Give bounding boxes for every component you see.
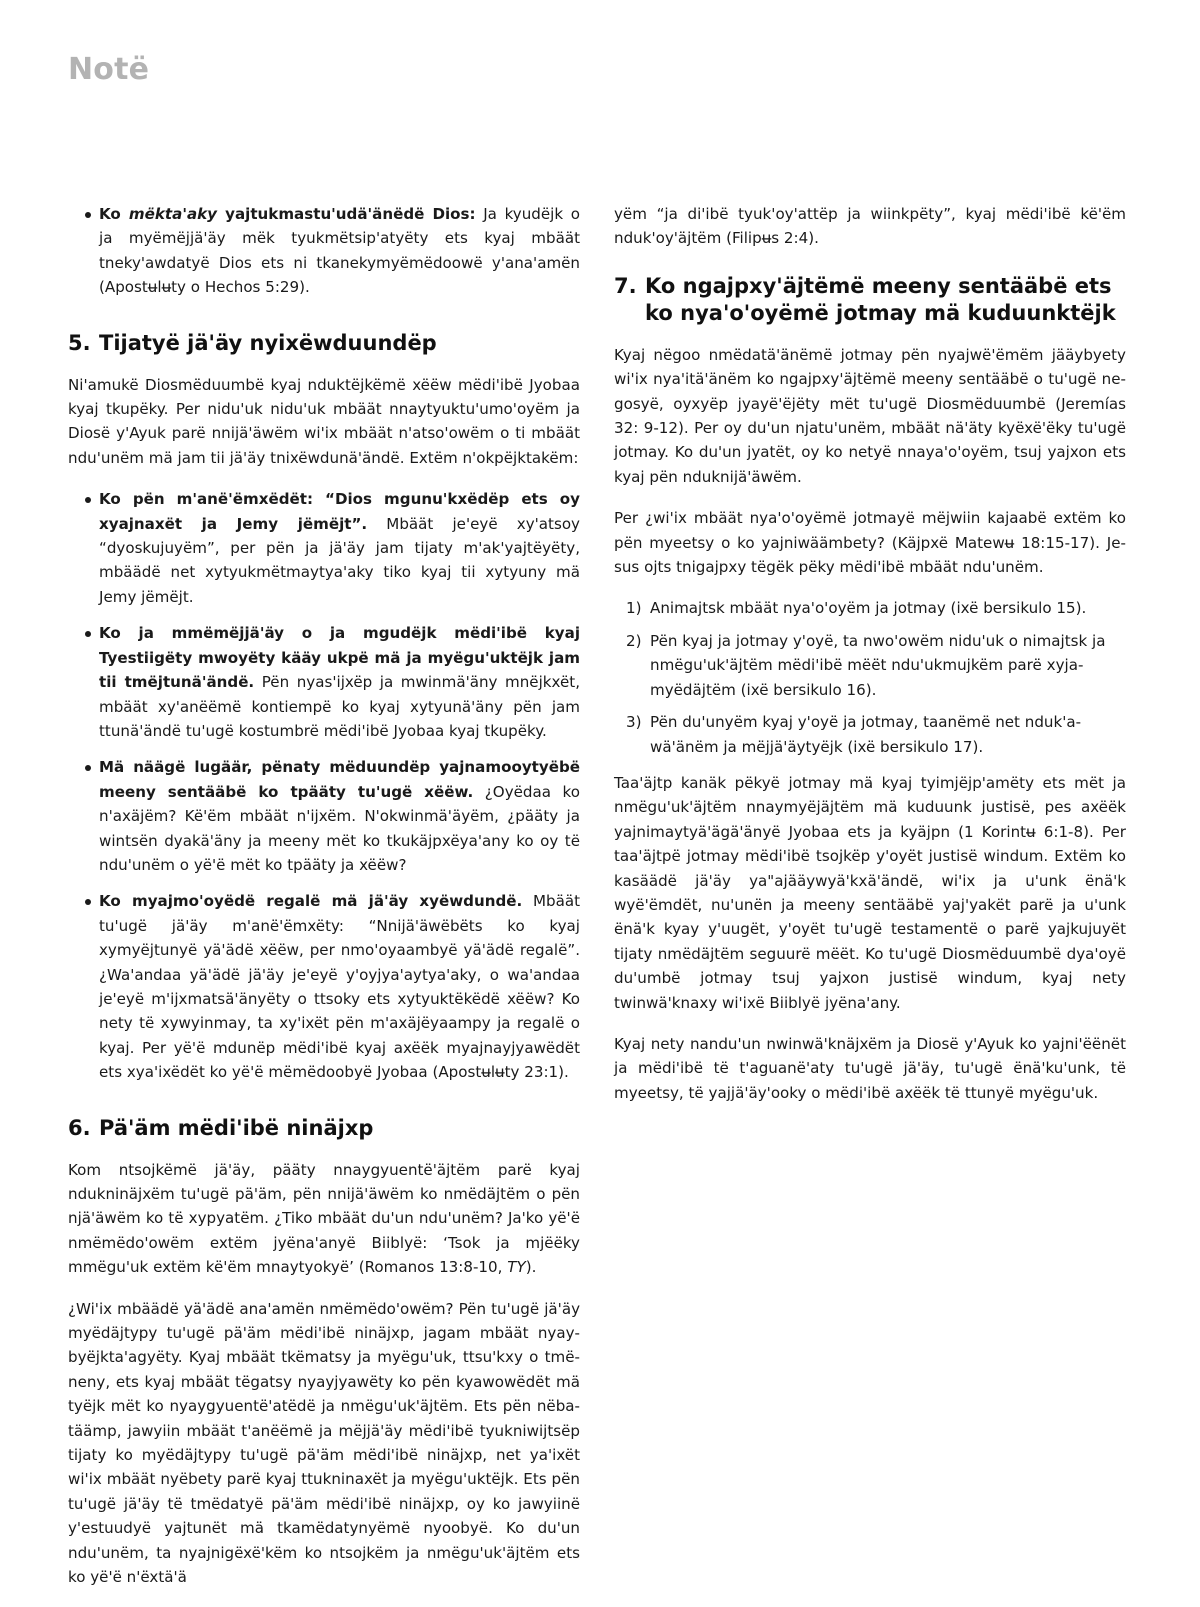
section-5-intro: Ni'amukë Diosmëduumbë kyaj nduktëjkëmë xëëw mëdi'ibë Jyobaa kyaj tkupëky. Per nidu'uk nidu'uk mbäät nnaytyuktu'umo'oyëm ja Diosë y'Ayuk parë nnijä'äwëm wi'ix mbäät n'atso'owëm o ti mbäät ndu'unëm mä jam tii jä'äy tnixëwdunä'ändë. Extëm n'okpëjktakëm: (68, 375, 580, 467)
list-item (614, 629, 1126, 702)
section-6-paragraph-2: ¿Wi'ix mbäädë yä'ädë ana'amën nmëmëdo'owëm? Pën tu'ugë jä'äy myëdäjtypy tu'ugë pä'äm mëdi'ibë ninäjxp, jagam mbäät nyaybyëjkta'agyëty. Kyaj mbäät tkëmatsy ja myëgu'uk, ttsu'kxy o tmëneny, ets kyaj mbäät tëgatsy nyayjyawëty ko pën kyawowëdët mä tyëjk mët ko nyaygyuentë'atëdë ja nmëgu'uk'äjtëm. Ets pën nëbatäämp, jawyiin mbäät t'anëëmë ja mëjjä'äy mëdi'ibë tyukniwijtsëp tijaty ko myëdäjtypy tu'ugë pä'äm mëdi'ibë ninäjxp, net ya'ixët wi'ix mbäät nyëbety parë kyaj ttukninaxët ja myëgu'uktëjk. Ets pën tu'ugë jä'äy të tmëdatyë pä'äm mëdi'ibë ninäjxp, oy ko jawyiinë y'estuudyë yajtunët mä tkamëdatynyëmë nyoobyë. Ko du'un ndu'unëm, ta nyajnigëxë'këm ko ntsojkëm ja nmëgu'uk'äjtëm ets ko yë'ë n'ëxtä'ä (68, 1299, 580, 1587)
bullet-body-text: ¿Oyëdaa ko n'axäjëm? Kë'ëm mbäät n'ijxëm. N'okwinmä'äyëm, ¿pääty ja wintsën dyakä'äny ja meeny mët ko tkukäjpxëya'any ko oy të ndu'unëm o yë'ë mët ko tpääty ja xëëw? (99, 782, 580, 874)
section-number: 5. (68, 330, 91, 355)
section-6-paragraph-1 (68, 1158, 580, 1280)
list-item (68, 487, 580, 609)
section-title: Tijatyë jä'äy nyixëwduundëp (99, 330, 437, 355)
left-column (68, 202, 580, 1607)
section-title: Pä'äm mëdi'ibë ninäjxp (99, 1115, 374, 1140)
step-number: 1) (626, 599, 642, 618)
step-text: Animajtsk mbäät nya'o'oyëm ja jotmay (ixë bersikulo 15). (650, 599, 1087, 618)
list-item (614, 710, 1126, 759)
bullet-body-text: Mbäät je'eyë xy'atsoy “dyoskujuyëm”, per pën ja jä'äy jam tijaty m'ak'yajtëyëty, mbäädë net xytyukmëtmaytya'aky tiko kyaj tii xytyuny mä Jemy jëmëjt. (99, 514, 580, 606)
step-number: 2) (626, 631, 642, 650)
section-title: Ko ngajpxy'äjtëmë meeny sentääbë ets ko nya'o'oyëmë jotmay mä kuduunktëjk (645, 273, 1116, 325)
bible-version-abbrev: TY (507, 1258, 526, 1277)
bullet-bold-text: Mä näägë lugäär, pënaty mëduundëp yajnamooytyëbë meeny sentääbë ko tpääty tu'ugë xëëw. (99, 758, 580, 801)
list-item (68, 621, 580, 743)
bullet-body-text: Pën nyas'ijxëp ja mwinmä'äny mnëjkxët, mbäät xy'anëëmë kontiempë ko kyaj xytyunä'äny pën jam ttunä'ändë tu'ugë kostumbrë mëdi'ibë Jyobaa kyaj tkupëky. (99, 673, 581, 740)
step-text: Pën kyaj ja jotmay y'oyë, ta nwo'owëm nidu'uk o nimajtsk ja nmëgu'uk'äjtëm mëdi'ibë mëët ndu'ukmujkëm parë xyjamyëdäjtëm (ixë bersikulo 16). (650, 631, 1106, 699)
section-number: 7. (614, 273, 637, 298)
list-item (614, 596, 1126, 620)
section-7-paragraph-2: Per ¿wi'ix mbäät nya'o'oyëmë jotmayë mëjwiin kajaabë extëm ko pën myeetsy o ko yajniwäämbety? (Käjpxë Matewʉ 18:15-17). Jesus ojts tnigajpxy tëgëk pëky mëdi'ibë mbäät ndu'unëm. (614, 509, 1126, 577)
section-5-heading (68, 330, 580, 357)
section-7-steps (614, 596, 1126, 758)
list-item (68, 202, 580, 300)
list-item (68, 755, 580, 877)
bullet-body-text: Mbäät tu'ugë jä'äy m'anë'ëmxëty: “Nnijä'äwëbëts ko kyaj xymyëjtunyë yä'ädë xëëw, per nmo'oyaambyë yä'ädë regalë”. ¿Wa'andaa yä'ädë jä'äy je'eyë y'oyjya'aytya'aky, o wa'andaa je'eyë m'ijxmatsä'änyëty o ttsoky ets xytyuktëkëdë xëëw? Ko nety të xywyinmay, ta xy'ixët pën m'axäjëyaampy ja regalë o kyaj. Per yë'ë mdunëp mëdi'ibë kyaj axëëk myajnayjyawëdët ets xya'ixëdët ko yë'ë mëmëdoobyë Jyobaa (Apostʉlʉty 23:1). (99, 892, 580, 1082)
paragraph-text: ). (525, 1258, 537, 1277)
bullet-bold-text: Ko (99, 205, 129, 223)
list-item (68, 889, 580, 1084)
section-7-heading (614, 273, 1126, 327)
section-5-bullets (68, 487, 580, 1084)
bullet-bold-text: Ko pën m'anë'ëmxëdët: “Dios mgunu'kxëdëp ets oy xyajnaxët ja Jemy jëmëjt”. (99, 490, 580, 533)
bullet-body-text: Ja kyudëjk o ja myëmëjjä'äy mëk tyukmëtsip'atyëty ets kyaj mbäät tneky'awdatyë Dios ets ni tkanekymyëmëdoowë y'ana'amën (Apostʉlʉty o Hechos 5:29). (99, 205, 580, 297)
section-6-heading (68, 1115, 580, 1142)
bullet-bold-italic-text: mëkta'aky (128, 205, 218, 223)
section-number: 6. (68, 1115, 91, 1140)
bullet-bold-text: Ko ja mmëmëjjä'äy o ja mgudëjk mëdi'ibë kyaj Tyestiigëty mwoyëty kääy ukpë mä ja myëgu'uktëjk jam tii tmëjtunä'ändë. (99, 624, 580, 692)
right-column (614, 202, 1126, 1122)
bullet-bold-text: yajtukmastu'udä'änëdë Dios: (217, 205, 476, 223)
step-text: Pën du'unyëm kyaj y'oyë ja jotmay, taanëmë net nduk'awä'änëm ja mëjjä'äytyëjk (ixë bersikulo 17). (650, 713, 1082, 756)
section-7-paragraph-3: Taa'äjtp kanäk pëkyë jotmay mä kyaj tyimjëjp'amëty ets mët ja nmëgu'uk'äjtëm nnaymyëjäjtëm mä kuduunk justisë, pes axëëk yajnimaytyä'ägä'änyë Jyobaa ets ja kyäjpn (1 Korintʉ 6:1-8). Per taa'äjtpë jotmay mëdi'ibë tsojkëp y'oyët justisë windum. Extëm ko kasäädë jä'äy ya"ajääywyä'kxä'ändë, wi'ix ja u'unk ënä'k wyë'ëmdët, nu'unën ja meeny sentääbë yaj'yakët parë ja u'unk ënä'k kyay y'uugët, y'oyët tu'ugë testamentë o parë yajkujuyët tijaty nmëdäjtëm seguurë mëët. Ko tu'ugë Diosmëduumbë dya'oyë du'umbë jotmay tsuj yajxon justisë windum, kyaj nety twinwä'knaxy wi'ixë Biiblyë jyëna'any. (614, 773, 1126, 1012)
bullet-bold-text: Ko myajmo'oyëdë regalë mä jä'äy xyëwdundë. (99, 892, 523, 911)
section-7-paragraph-1: Kyaj nëgoo nmëdatä'änëmë jotmay pën nyajwë'ëmëm jääybyety wi'ix nya'itä'änëm ko ngajpxy'äjtëmë meeny sentääbë o tu'ugë negosyë, oyxyëp jyayë'ëjëty mët tu'ugë Diosmëduumbë (Jeremías 32: 9-12). Per oy du'un njatu'unëm, mbäät nä'äty kyëxë'ëky tu'ugë jotmay. Ko du'un jyatët, oy ko netyë nnaya'o'oyëm, tsuj yajxon ets kyaj pën nduknijä'äwëm. (614, 345, 1126, 486)
section-7-paragraph-4: Kyaj nety nandu'un nwinwä'knäjxëm ja Diosë y'Ayuk ko yajni'ëënët ja mëdi'ibë të t'aguanë'aty tu'ugë jä'äy, tu'ugë ënä'ku'unk, të myeetsy, të yajjä'äy'ooky o mëdi'ibë axëëk të ttunyë myëgu'uk. (614, 1034, 1126, 1102)
step-number: 3) (626, 713, 642, 732)
paragraph-text: Kom ntsojkëmë jä'äy, pääty nnaygyuentë'äjtëm parë kyaj ndukninäjxëm tu'ugë pä'äm, pën nnijä'äwëm ko nmëdäjtëm o pën njä'äwëm ko të xypyatëm. ¿Tiko mbäät du'un ndu'unëm? Ja'ko yë'ë nmëmëdo'owëm extëm jyëna'anyë Biiblyë: ‘Tsok ja mjëëky mmëgu'uk extëm kë'ëm mnaytyokyë’ (Romanos 13:8-10, (68, 1160, 580, 1277)
intro-bullet-list (68, 202, 580, 300)
page-header-title: Notë (68, 52, 150, 87)
continued-paragraph: yëm “ja di'ibë tyuk'oy'attëp ja wiinkpëty”, kyaj mëdi'ibë kë'ëm nduk'oy'äjtëm (Filipʉs 2:4). (614, 205, 1126, 248)
